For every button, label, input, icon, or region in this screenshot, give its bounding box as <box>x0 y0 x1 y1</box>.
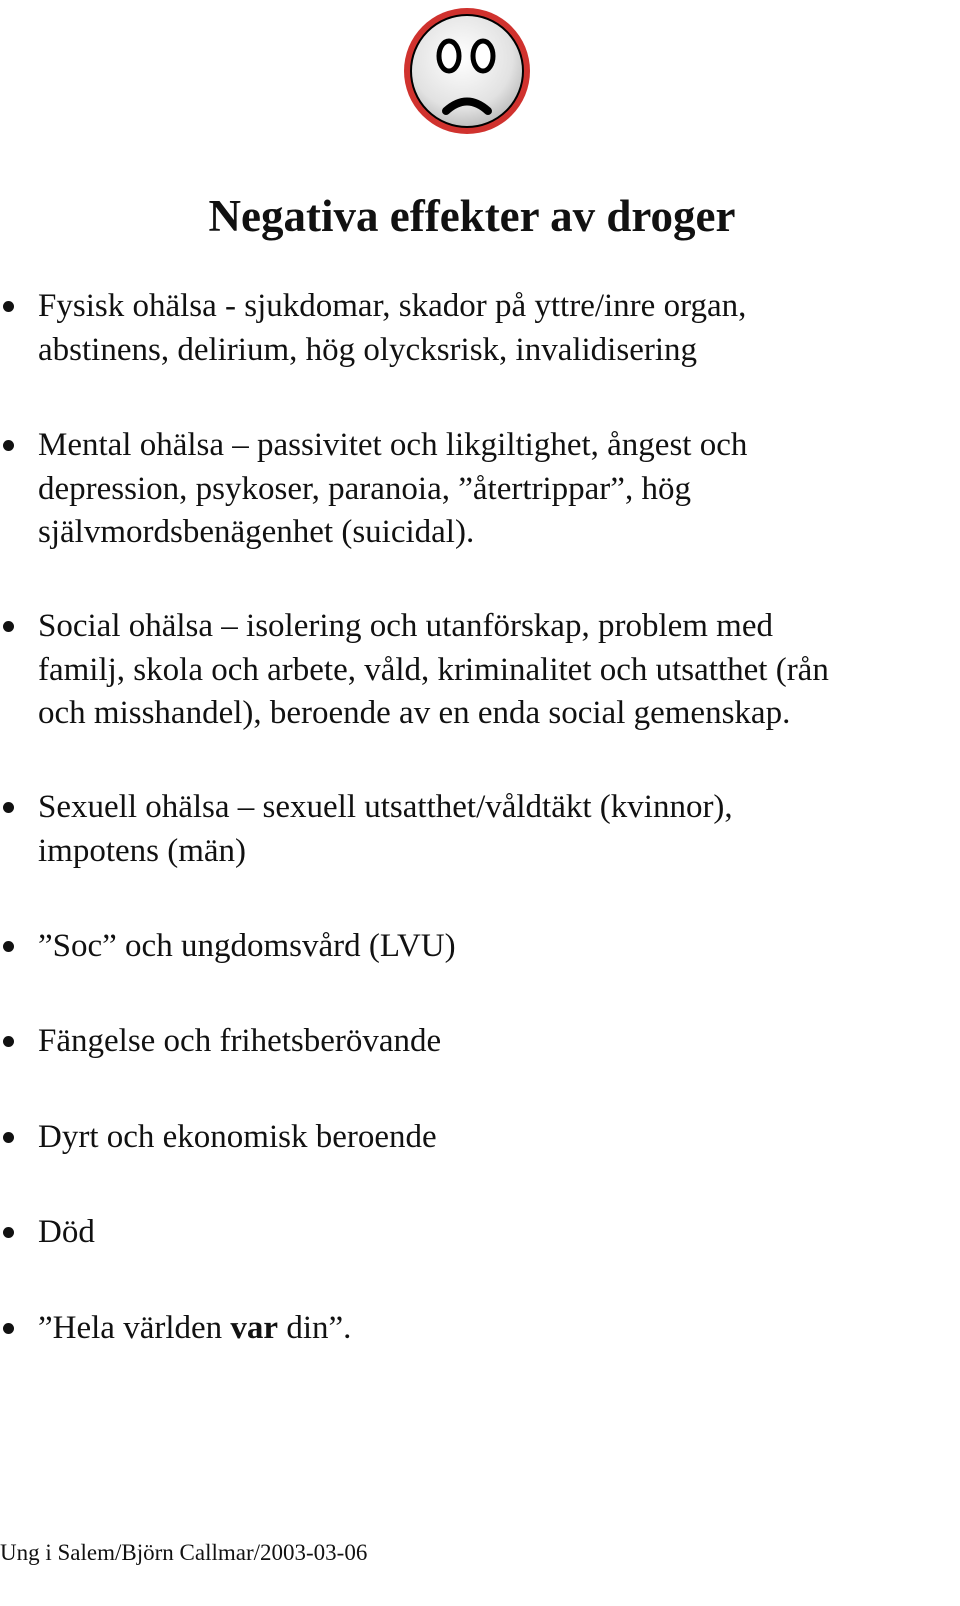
bullet-icon <box>3 802 14 813</box>
sad-face-icon <box>400 4 534 138</box>
bullet-icon <box>3 1227 14 1238</box>
list-item-text: Dyrt och ekonomisk beroende <box>38 1119 437 1155</box>
list-item-text: ”Soc” och ungdomsvård (LVU) <box>38 928 456 964</box>
emphasis-text: var <box>230 1310 279 1346</box>
bullet-icon <box>3 1323 14 1334</box>
footer-credit: Ung i Salem/Björn Callmar/2003-03-06 <box>0 1540 368 1565</box>
bullet-icon <box>3 440 14 451</box>
list-item-text: Död <box>38 1214 95 1250</box>
left-eye <box>439 41 459 71</box>
page-title: Negativa effekter av droger <box>208 191 736 241</box>
right-eye <box>473 41 493 71</box>
list-item-text: Sexuell ohälsa – sexuell utsatthet/våldtäkt (kvinnor), impotens (män) <box>38 789 733 869</box>
face-disc <box>411 15 523 127</box>
bullet-icon <box>3 1036 14 1047</box>
list-item-text: ”Hela världen var din”. <box>38 1310 352 1346</box>
bullet-icon <box>3 941 14 952</box>
bullet-icon <box>3 1132 14 1143</box>
list-item-text: Fysisk ohälsa - sjukdomar, skador på yttre/inre organ, abstinens, delirium, hög olycksrisk, invalidisering <box>38 288 747 368</box>
bullet-icon <box>3 621 14 632</box>
list-item-text: Social ohälsa – isolering och utanförskap, problem med familj, skola och arbete, våld, kriminalitet och utsatthet (rån och misshandel), beroende av en enda social gemenskap. <box>38 608 829 731</box>
list-item-text: Mental ohälsa – passivitet och likgiltighet, ångest och depression, psykoser, paranoia, ”återtrippar”, hög självmordsbenägenhet (suicidal). <box>38 427 748 550</box>
list-item-text: Fängelse och frihetsberövande <box>38 1023 442 1059</box>
bullet-icon <box>3 301 14 312</box>
